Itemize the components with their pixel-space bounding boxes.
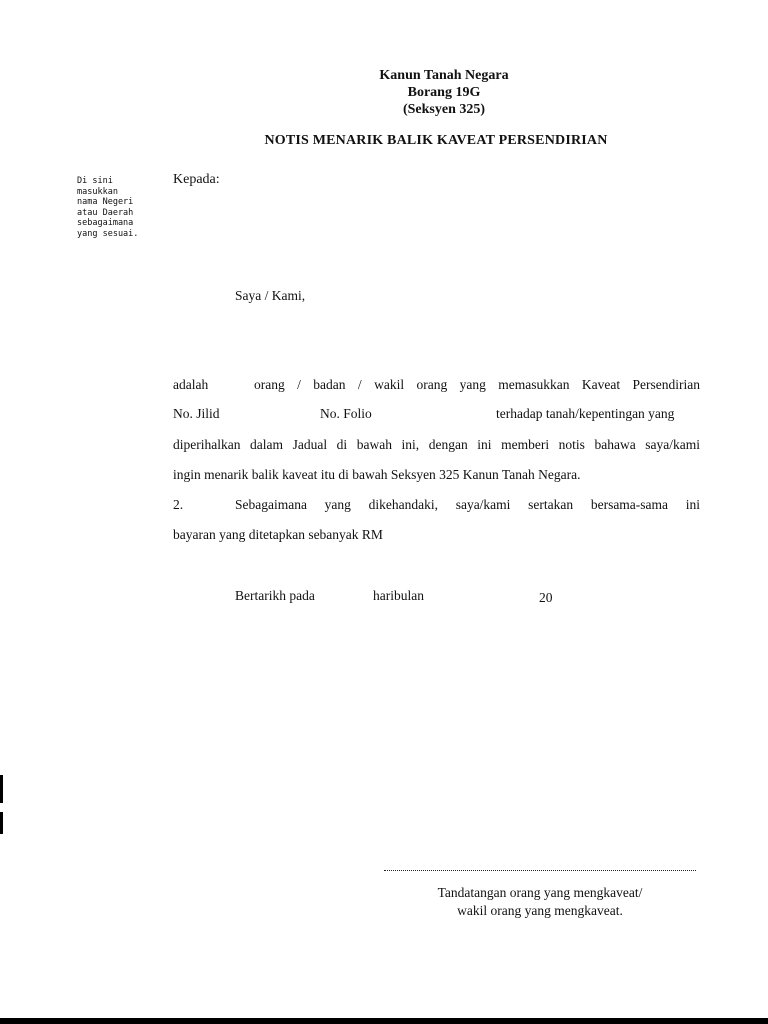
act-name: Kanun Tanah Negara bbox=[379, 68, 509, 83]
margin-note bbox=[77, 176, 157, 240]
signature-caption-line1: Tandatangan orang yang mengkaveat/ bbox=[437, 885, 643, 900]
margin-note-line: sebagaimana bbox=[77, 218, 134, 229]
document-title: NOTIS MENARIK BALIK KAVEAT PERSENDIRIAN bbox=[264, 133, 608, 148]
para2-line1: Sebagaimana yang dikehandaki, saya/kami sertakan bersama-sama ini bbox=[235, 497, 700, 512]
margin-note-line: atau Daerah bbox=[77, 207, 134, 218]
day-label: haribulan bbox=[373, 588, 424, 603]
para1-line1: orang / badan / wakil orang yang memasukkan Kaveat Persendirian bbox=[254, 377, 700, 392]
scan-edge-mark bbox=[0, 812, 3, 834]
volume-number-label: No. Jilid bbox=[173, 406, 220, 421]
para2-line2: bayaran yang ditetapkan sebanyak RM bbox=[173, 527, 383, 542]
para1-line4: ingin menarik balik kaveat itu di bawah Seksyen 325 Kanun Tanah Negara. bbox=[173, 467, 581, 482]
margin-note-line: yang sesuai. bbox=[77, 228, 139, 239]
year-prefix: 20 bbox=[539, 590, 553, 605]
addressee-label: Kepada: bbox=[173, 172, 220, 187]
scan-bottom-border bbox=[0, 1018, 768, 1024]
date-label: Bertarikh pada bbox=[235, 588, 315, 603]
form-number: Borang 19G bbox=[407, 85, 481, 100]
margin-note-line: masukkan bbox=[77, 186, 118, 197]
para1-line2-end: terhadap tanah/kepentingan yang bbox=[496, 406, 675, 421]
para2-number: 2. bbox=[173, 497, 184, 512]
scan-edge-mark bbox=[0, 775, 3, 803]
margin-note-line: nama Negeri bbox=[77, 197, 134, 208]
signature-caption-line2: wakil orang yang mengkaveat. bbox=[457, 903, 623, 918]
declarant-label: Saya / Kami, bbox=[235, 288, 306, 303]
para1-word-adalah: adalah bbox=[173, 377, 209, 392]
folio-number-label: No. Folio bbox=[320, 406, 372, 421]
para1-line3: diperihalkan dalam Jadual di bawah ini, dengan ini memberi notis bahawa saya/kami bbox=[173, 437, 700, 452]
margin-note-line: Di sini bbox=[77, 176, 113, 186]
signature-line bbox=[384, 870, 696, 871]
section-ref: (Seksyen 325) bbox=[402, 102, 486, 117]
